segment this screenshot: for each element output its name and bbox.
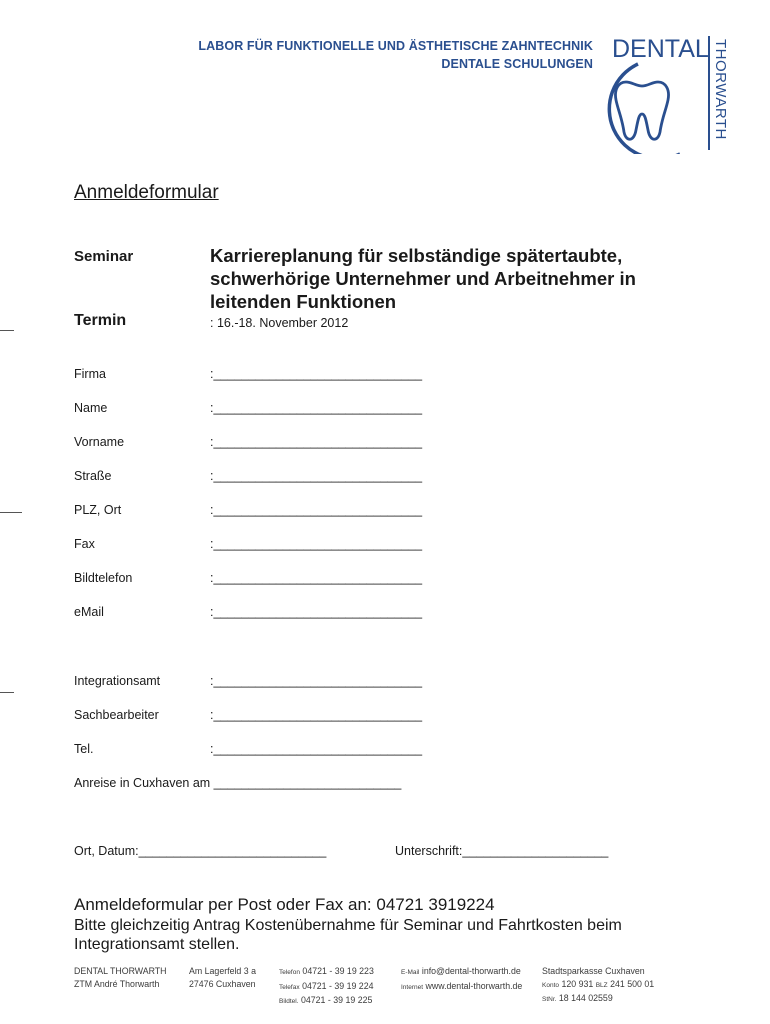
field-line-fax[interactable]: :______________________________: [210, 537, 423, 551]
dental-thorwarth-logo: [590, 36, 736, 154]
field-line-tel[interactable]: :______________________________: [210, 742, 423, 756]
field-label-sachbearbeiter: Sachbearbeiter: [74, 708, 159, 722]
field-label-tel: Tel.: [74, 742, 94, 756]
footer-city: 27476 Cuxhaven: [189, 978, 256, 989]
footer-stnr-label: StNr.: [542, 996, 557, 1003]
termin-label: Termin: [74, 312, 127, 329]
footer-stnr: 18 144 02559: [558, 993, 613, 1003]
footer-bank-name: Stadtsparkasse Cuxhaven: [542, 966, 645, 976]
send-instructions: Anmeldeformular per Post oder Fax an: 04721 3919224: [74, 895, 495, 914]
margin-mark: [0, 512, 22, 513]
footer-blz: 241 500 01: [610, 978, 655, 989]
field-label-integrationsamt: Integrationsamt: [74, 674, 161, 688]
footer-bank: [542, 965, 654, 1007]
note-line-2: Integrationsamt stellen.: [74, 936, 240, 953]
footer-web-link[interactable]: www.dental-thorwarth.de: [425, 980, 523, 991]
logo-word: DENTAL: [612, 36, 709, 63]
footer-email-label: E-Mail: [401, 969, 420, 976]
field-label-name: Name: [74, 401, 108, 415]
footer-street: Am Lagerfeld 3 a: [189, 966, 256, 976]
margin-mark: [0, 330, 14, 331]
field-label-strasse: Straße: [74, 469, 112, 483]
field-label-plz-ort: PLZ, Ort: [74, 503, 122, 517]
field-line-bildtelefon[interactable]: :______________________________: [210, 571, 423, 585]
footer-company: [74, 965, 167, 990]
field-line-firma[interactable]: :______________________________: [210, 367, 423, 381]
field-line-vorname[interactable]: :______________________________: [210, 435, 423, 449]
field-line-sachbearbeiter[interactable]: :______________________________: [210, 708, 423, 722]
footer-bildtel-label: Bildtel.: [279, 998, 299, 1005]
footer-fax-label: Telefax: [279, 983, 300, 991]
footer-company-name: DENTAL THORWARTH: [74, 966, 167, 976]
field-label-firma: Firma: [74, 367, 106, 381]
field-line-email[interactable]: :______________________________: [210, 605, 423, 619]
footer-konto-label: Konto: [542, 981, 559, 989]
field-label-vorname: Vorname: [74, 435, 125, 449]
tooth-logo-icon: [609, 64, 680, 154]
field-line-integrationsamt[interactable]: :______________________________: [210, 674, 423, 688]
field-line-plz-ort[interactable]: :______________________________: [210, 503, 423, 517]
footer-address: [189, 965, 256, 990]
footer-tel: 04721 - 39 19 223: [302, 966, 374, 976]
seminar-label: Seminar: [74, 248, 134, 265]
footer-bildtel: 04721 - 39 19 225: [300, 995, 373, 1005]
footer-phones: [279, 965, 374, 1009]
footer-online: [401, 965, 522, 994]
lab-title: LABOR FÜR FUNKTIONELLE UND ÄSTHETISCHE ZAHNTECHNIK: [198, 39, 593, 53]
footer-tel-label: Telefon: [279, 969, 300, 976]
field-label-fax: Fax: [74, 537, 95, 551]
footer-owner: ZTM André Thorwarth: [74, 978, 160, 989]
field-line-name[interactable]: :______________________________: [210, 401, 423, 415]
form-title: Anmeldeformular: [74, 182, 219, 203]
footer-web-label: Internet: [401, 983, 424, 991]
arrival-date-field[interactable]: Anreise in Cuxhaven am ___________________________: [74, 776, 402, 790]
field-line-strasse[interactable]: :______________________________: [210, 469, 423, 483]
logo-vertical-word: THORWARTH: [712, 39, 729, 140]
footer-blz-label: BLZ: [595, 981, 608, 989]
footer-fax: 04721 - 39 19 224: [302, 980, 374, 991]
signature-field[interactable]: Unterschrift:_____________________: [395, 844, 609, 858]
seminar-title: Karriereplanung für selbständige spätertaubte, schwerhörige Unternehmer und Arbeitnehmer in leitenden Funktionen: [210, 245, 636, 312]
note-line-1: Bitte gleichzeitig Antrag Kostenübernahme für Seminar und Fahrtkosten beim: [74, 917, 622, 934]
margin-mark: [0, 692, 14, 693]
field-label-bildtelefon: Bildtelefon: [74, 571, 133, 585]
footer-konto: 120 931: [561, 978, 594, 989]
field-label-email: eMail: [74, 605, 104, 619]
termin-value: : 16.-18. November 2012: [210, 316, 349, 330]
lab-subtitle: DENTALE SCHULUNGEN: [441, 57, 593, 71]
footer-email-link[interactable]: info@dental-thorwarth.de: [421, 966, 521, 976]
place-date-field[interactable]: Ort, Datum:___________________________: [74, 844, 327, 858]
